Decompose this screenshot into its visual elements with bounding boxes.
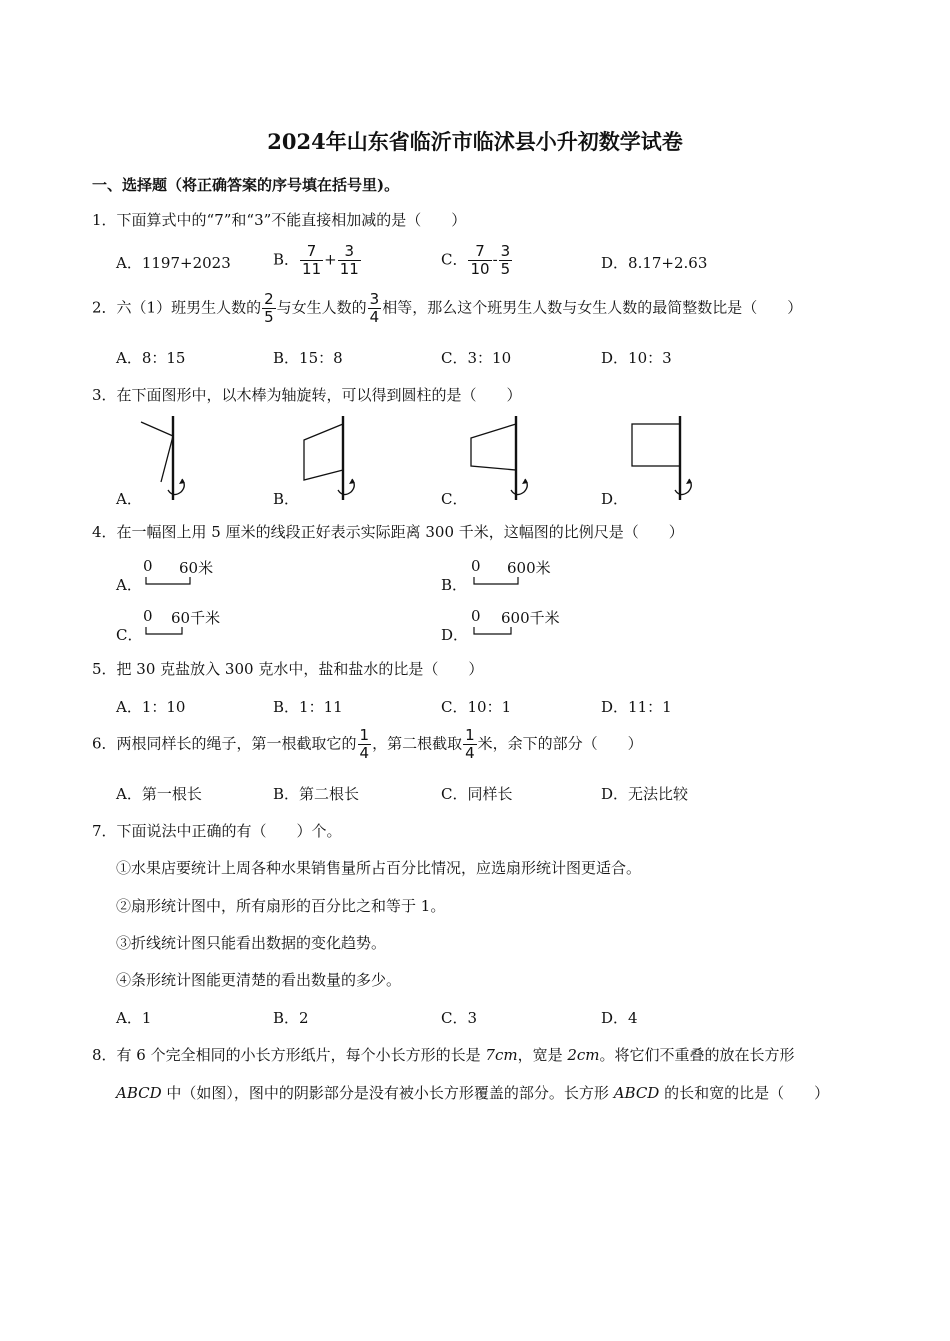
q7-option-b[interactable]: B．2 xyxy=(273,1009,309,1027)
q5-option-c[interactable]: C．10：1 xyxy=(441,698,512,716)
q4-scale-b xyxy=(469,557,589,587)
question-6: 6．两根同样长的绳子，第一根截取它的 $\frac{1}{4}$ ，第二根截取 $\frac{1}{4}$ 米，余下的部分（ ） xyxy=(92,726,643,762)
scale-bar xyxy=(473,626,523,636)
fraction: $\frac{3}{4}$ xyxy=(369,290,380,326)
q4-option-c[interactable]: C． xyxy=(116,626,143,644)
q2-option-b[interactable]: B．15：8 xyxy=(273,349,343,367)
fraction: $\frac{1}{4}$ xyxy=(359,726,370,762)
fraction: $\frac{1}{4}$ xyxy=(465,726,475,762)
q7-option-a[interactable]: A．1 xyxy=(116,1009,152,1027)
q7-statement-2: ②扇形统计图中，所有扇形的百分比之和等于 1。 xyxy=(116,897,446,915)
q4-option-a[interactable]: A． xyxy=(116,576,142,594)
section-heading: 一、选择题（将正确答案的序号填在括号里)。 xyxy=(92,176,400,194)
q3-option-a[interactable]: A． xyxy=(116,490,142,508)
page-title: 2024年山东省临沂市临沭县小升初数学试卷 xyxy=(267,129,683,154)
fraction: $\frac{3}{11}$ xyxy=(339,242,359,278)
fraction: $\frac{7}{10}$ xyxy=(470,242,490,278)
fraction: $\frac{2}{5}$ xyxy=(264,290,274,326)
scale-value: 600千米 xyxy=(501,609,560,627)
question-3: 3．在下面图形中，以木棒为轴旋转，可以得到圆柱的是（ ） xyxy=(92,386,522,404)
scale-bar xyxy=(145,626,195,636)
q1-option-b[interactable] xyxy=(273,243,362,278)
q1-option-a[interactable]: A．1197+2023 xyxy=(116,254,231,272)
operator: - xyxy=(492,250,498,269)
option-label: B． xyxy=(273,250,300,269)
q6-option-d[interactable]: D．无法比较 xyxy=(601,785,689,803)
q1-option-c[interactable] xyxy=(441,243,513,278)
q3-option-d[interactable]: D． xyxy=(601,490,629,508)
q6-option-a[interactable]: A．第一根长 xyxy=(116,785,202,803)
option-label: C． xyxy=(441,250,468,269)
question-1: 1．下面算式中的“7”和“3”不能直接相加减的是（ ） xyxy=(92,211,467,229)
figure-c-trapezoid xyxy=(466,412,536,504)
figure-d-rectangle xyxy=(628,412,698,504)
q4-option-b[interactable]: B． xyxy=(441,576,468,594)
q7-option-c[interactable]: C．3 xyxy=(441,1009,478,1027)
q3-option-b[interactable]: B． xyxy=(273,490,300,508)
q7-statement-3: ③折线统计图只能看出数据的变化趋势。 xyxy=(116,934,387,952)
q4-scale-d xyxy=(469,607,589,637)
q4-option-d[interactable]: D． xyxy=(441,626,469,644)
scale-value: 600米 xyxy=(507,559,551,577)
q2-option-c[interactable]: C．3：10 xyxy=(441,349,512,367)
operator: + xyxy=(324,250,337,269)
scale-value: 60千米 xyxy=(171,609,221,627)
q6-option-b[interactable]: B．第二根长 xyxy=(273,785,360,803)
q2-option-d[interactable]: D．10：3 xyxy=(601,349,672,367)
q5-option-d[interactable]: D．11：1 xyxy=(601,698,672,716)
scale-zero: 0 xyxy=(143,557,153,575)
question-5: 5．把 30 克盐放入 300 克水中，盐和盐水的比是（ ） xyxy=(92,660,484,678)
fraction: $\frac{3}{5}$ xyxy=(500,242,511,278)
q5-option-b[interactable]: B．1：11 xyxy=(273,698,343,716)
question-8-line-2: ABCD 中（如图），图中的阴影部分是没有被小长方形覆盖的部分。长方形 ABCD 的长和宽的比是（ ） xyxy=(116,1084,830,1102)
question-7: 7．下面说法中正确的有（ ）个。 xyxy=(92,822,342,840)
q7-option-d[interactable]: D．4 xyxy=(601,1009,638,1027)
scale-bar xyxy=(473,576,523,586)
q5-option-a[interactable]: A．1：10 xyxy=(116,698,186,716)
figure-a-triangle xyxy=(135,412,205,504)
q4-scale-a xyxy=(141,557,261,587)
q2-option-a[interactable]: A．8：15 xyxy=(116,349,186,367)
scale-zero: 0 xyxy=(143,607,153,625)
question-8-line-1: 8．有 6 个完全相同的小长方形纸片，每个小长方形的长是 7cm，宽是 2cm。将它们不重叠的放在长方形 xyxy=(92,1046,795,1064)
q1-option-d[interactable]: D．8.17+2.63 xyxy=(601,254,708,272)
scale-zero: 0 xyxy=(471,557,481,575)
figure-b-parallelogram xyxy=(300,412,370,504)
q6-option-c[interactable]: C．同样长 xyxy=(441,785,513,803)
question-4: 4．在一幅图上用 5 厘米的线段正好表示实际距离 300 千米，这幅图的比例尺是（ ） xyxy=(92,523,684,541)
q3-option-c[interactable]: C． xyxy=(441,490,468,508)
scale-value: 60米 xyxy=(179,559,214,577)
q4-scale-c xyxy=(141,607,261,637)
q7-statement-1: ①水果店要统计上周各种水果销售量所占百分比情况，应选扇形统计图更适合。 xyxy=(116,859,642,877)
scale-zero: 0 xyxy=(471,607,481,625)
question-2: 2．六（1）班男生人数的 $\frac{2}{5}$ 与女生人数的 $\frac{3}{4}$ 相等，那么这个班男生人数与女生人数的最简整数比是（ ） xyxy=(92,290,803,326)
scale-bar xyxy=(145,576,195,586)
q7-statement-4: ④条形统计图能更清楚的看出数量的多少。 xyxy=(116,971,402,989)
fraction: $\frac{7}{11}$ xyxy=(302,242,322,278)
